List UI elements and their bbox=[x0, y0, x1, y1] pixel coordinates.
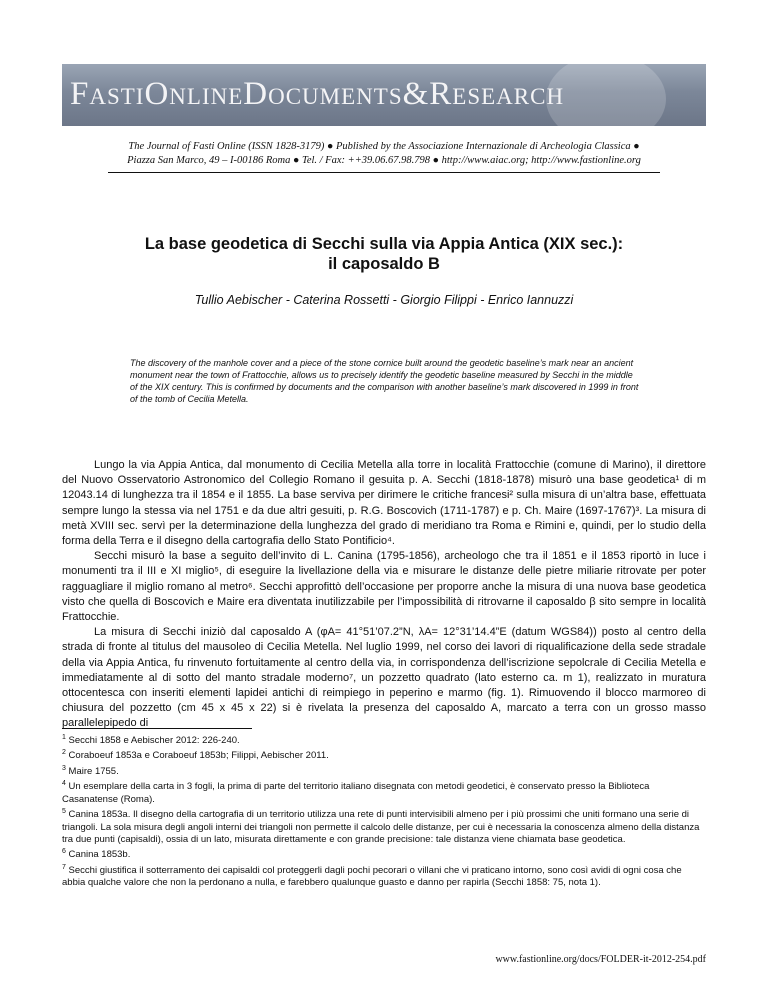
footnotes bbox=[62, 732, 706, 889]
journal-banner bbox=[62, 64, 706, 126]
footnote bbox=[62, 862, 706, 890]
footnote-text: Canina 1853b. bbox=[68, 849, 131, 861]
footnote-text: Un esemplare della carta in 3 fogli, la prima di parte del territorio italiano disegnata con metodi geodetici, è conservato presso la Biblioteca Casanatense (Roma). bbox=[62, 781, 650, 805]
article-body bbox=[62, 458, 706, 732]
masthead-divider bbox=[108, 172, 660, 173]
title-line: il caposaldo B bbox=[328, 255, 440, 273]
footnote-text: Secchi 1858 e Aebischer 2012: 226-240. bbox=[68, 735, 240, 747]
footnote-text: Secchi giustifica il sotterramento dei capisaldi col proteggerli dagli pochi pecorari o villani che vi praticano intorno, sono così avidi di ogni cosa che abbia qualche valore che non la perdonano a nulla, e farebbero qualunque guasto e danno per rapirla (Secchi 1858: 75, nota 1). bbox=[62, 864, 682, 889]
footnote-number: 4 bbox=[62, 780, 66, 788]
masthead-line: The Journal of Fasti Online (ISSN 1828-3179) ● Published by the Associazione Internazionale di Archeologia Classica ● bbox=[128, 141, 640, 152]
article-authors: Tullio Aebischer - Caterina Rossetti - Giorgio Filippi - Enrico Iannuzzi bbox=[194, 293, 574, 307]
footnote-divider bbox=[62, 728, 252, 729]
footnote bbox=[62, 732, 706, 747]
document-url-link[interactable]: www.fastionline.org/docs/FOLDER-it-2012-254.pdf bbox=[495, 954, 706, 965]
paragraph: Secchi misurò la base a seguito dell’invito di L. Canina (1795-1856), archeologo che tra il 1851 e il 1853 riportò in luce i monumenti tra il III e XI miglio⁵, di eseguire la livellazione della via e misurare le distanze delle pietre miliarie ritrovate per poter ragguagliare il miglio romano al metro⁶. Secchi approfittò dell’occasione per proporre anche la misura di una nuova base geodetica visto che quella di Boscovich e Maire era diventata inutilizzabile per l’impossibilità di ritrovarne il caposaldo β sito sempre in località Frattocchie. bbox=[62, 550, 706, 624]
paragraph: La misura di Secchi iniziò dal caposaldo A (φA= 41°51’07.2”N, λA= 12°31’14.4”E (datum WGS84)) posto al centro della strada di fronte al titulus del mausoleo di Cecilia Metella. Nel luglio 1999, nel corso dei lavori di riqualificazione della sede stradale della via Appia Antica, fu rinvenuto fortuitamente al centro della via, in corrispondenza dell’iscrizione sepolcrale di Cecilia Metella e immediatamente al di sotto del manto stradale moderno⁷, un pozzetto quadrato (lato esterno ca. m 1), realizzato in muratura ottocentesca con inseriti elementi lapidei antichi di reimpiego in peperino e marmo (fig. 1). Rimuovendo il blocco marmoreo di chiusura del pozzetto (cm 45 x 45 x 22) si è rivelata la presenza del caposaldo A, marcato a terra con un grosso masso parallelepipedo di bbox=[62, 626, 706, 730]
paragraph: Lungo la via Appia Antica, dal monumento di Cecilia Metella alla torre in località Frattocchie (comune di Marino), il direttore del Nuovo Osservatorio Astronomico del Collegio Romano il gesuita p. A. Secchi (1818-1878) misurò una base geodetica¹ di m 12043.14 di lunghezza tra il 1854 e il 1855. La base serviva per dirimere le critiche francesi² sulla misura di un’altra base, effettuata sempre lungo la stessa via nel 1751 e da due altri gesuiti, p. R.G. Boscovich (1711-1787) e p. Ch. Maire (1697-1767)³. La misura di metà XVIII sec. servì per la determinazione della lunghezza del grado di meridiano tra Roma e Rimini e, quindi, per lo studio della forma della Terra e il disegno della cartografia dello Stato Pontificio⁴. bbox=[62, 459, 706, 548]
footnote bbox=[62, 747, 706, 762]
footnote-text: Coraboeuf 1853a e Coraboeuf 1853b; Filippi, Aebischer 2011. bbox=[68, 750, 329, 762]
footnote-number: 3 bbox=[62, 764, 66, 772]
masthead-line: Piazza San Marco, 49 – I-00186 Roma ● Tel. / Fax: ++39.06.67.98.798 ● http://www.aiac.org; http://www.fastionline.org bbox=[127, 155, 641, 166]
footnote-number: 2 bbox=[62, 749, 66, 757]
footnote bbox=[62, 846, 706, 861]
footnote bbox=[62, 778, 706, 806]
footnote-number: 6 bbox=[62, 848, 66, 856]
footnote-text: Maire 1755. bbox=[68, 766, 119, 778]
footnote bbox=[62, 806, 706, 846]
footnote-number: 5 bbox=[62, 808, 66, 816]
article-title bbox=[62, 234, 706, 274]
banner-title: FastiOnlineDocuments&Research bbox=[70, 76, 565, 112]
title-line: La base geodetica di Secchi sulla via Appia Antica (XIX sec.): bbox=[144, 235, 624, 253]
footnote-text: Canina 1853a. Il disegno della cartografia di un territorio utilizza una rete di punti intervisibili almeno per i più prossimi che uniti formano una serie di triangoli. La sola misura degli angoli interni dei triangoli non permette il calcolo delle distanze, per cui è necessaria la conoscenza almeno della distanza tra due punti (capisaldi), ossia di un lato, misurata direttamente e con grande precisione: tale distanza viene chiamata base geodetica. bbox=[62, 809, 700, 845]
abstract: The discovery of the manhole cover and a piece of the stone cornice built around the geodetic baseline’s mark near an ancient monument near the town of Frattocchie, allows us to precisely identify the geodetic baseline measured by Secchi in the middle of the XIX century. This is confirmed by documents and the comparison with another baseline’s mark discovered in 1999 in front of the tomb of Cecilia Metella. bbox=[130, 358, 639, 404]
footnote-number: 1 bbox=[62, 734, 66, 741]
footnote-number: 7 bbox=[62, 863, 66, 871]
footnote bbox=[62, 763, 706, 778]
journal-masthead bbox=[62, 140, 706, 168]
